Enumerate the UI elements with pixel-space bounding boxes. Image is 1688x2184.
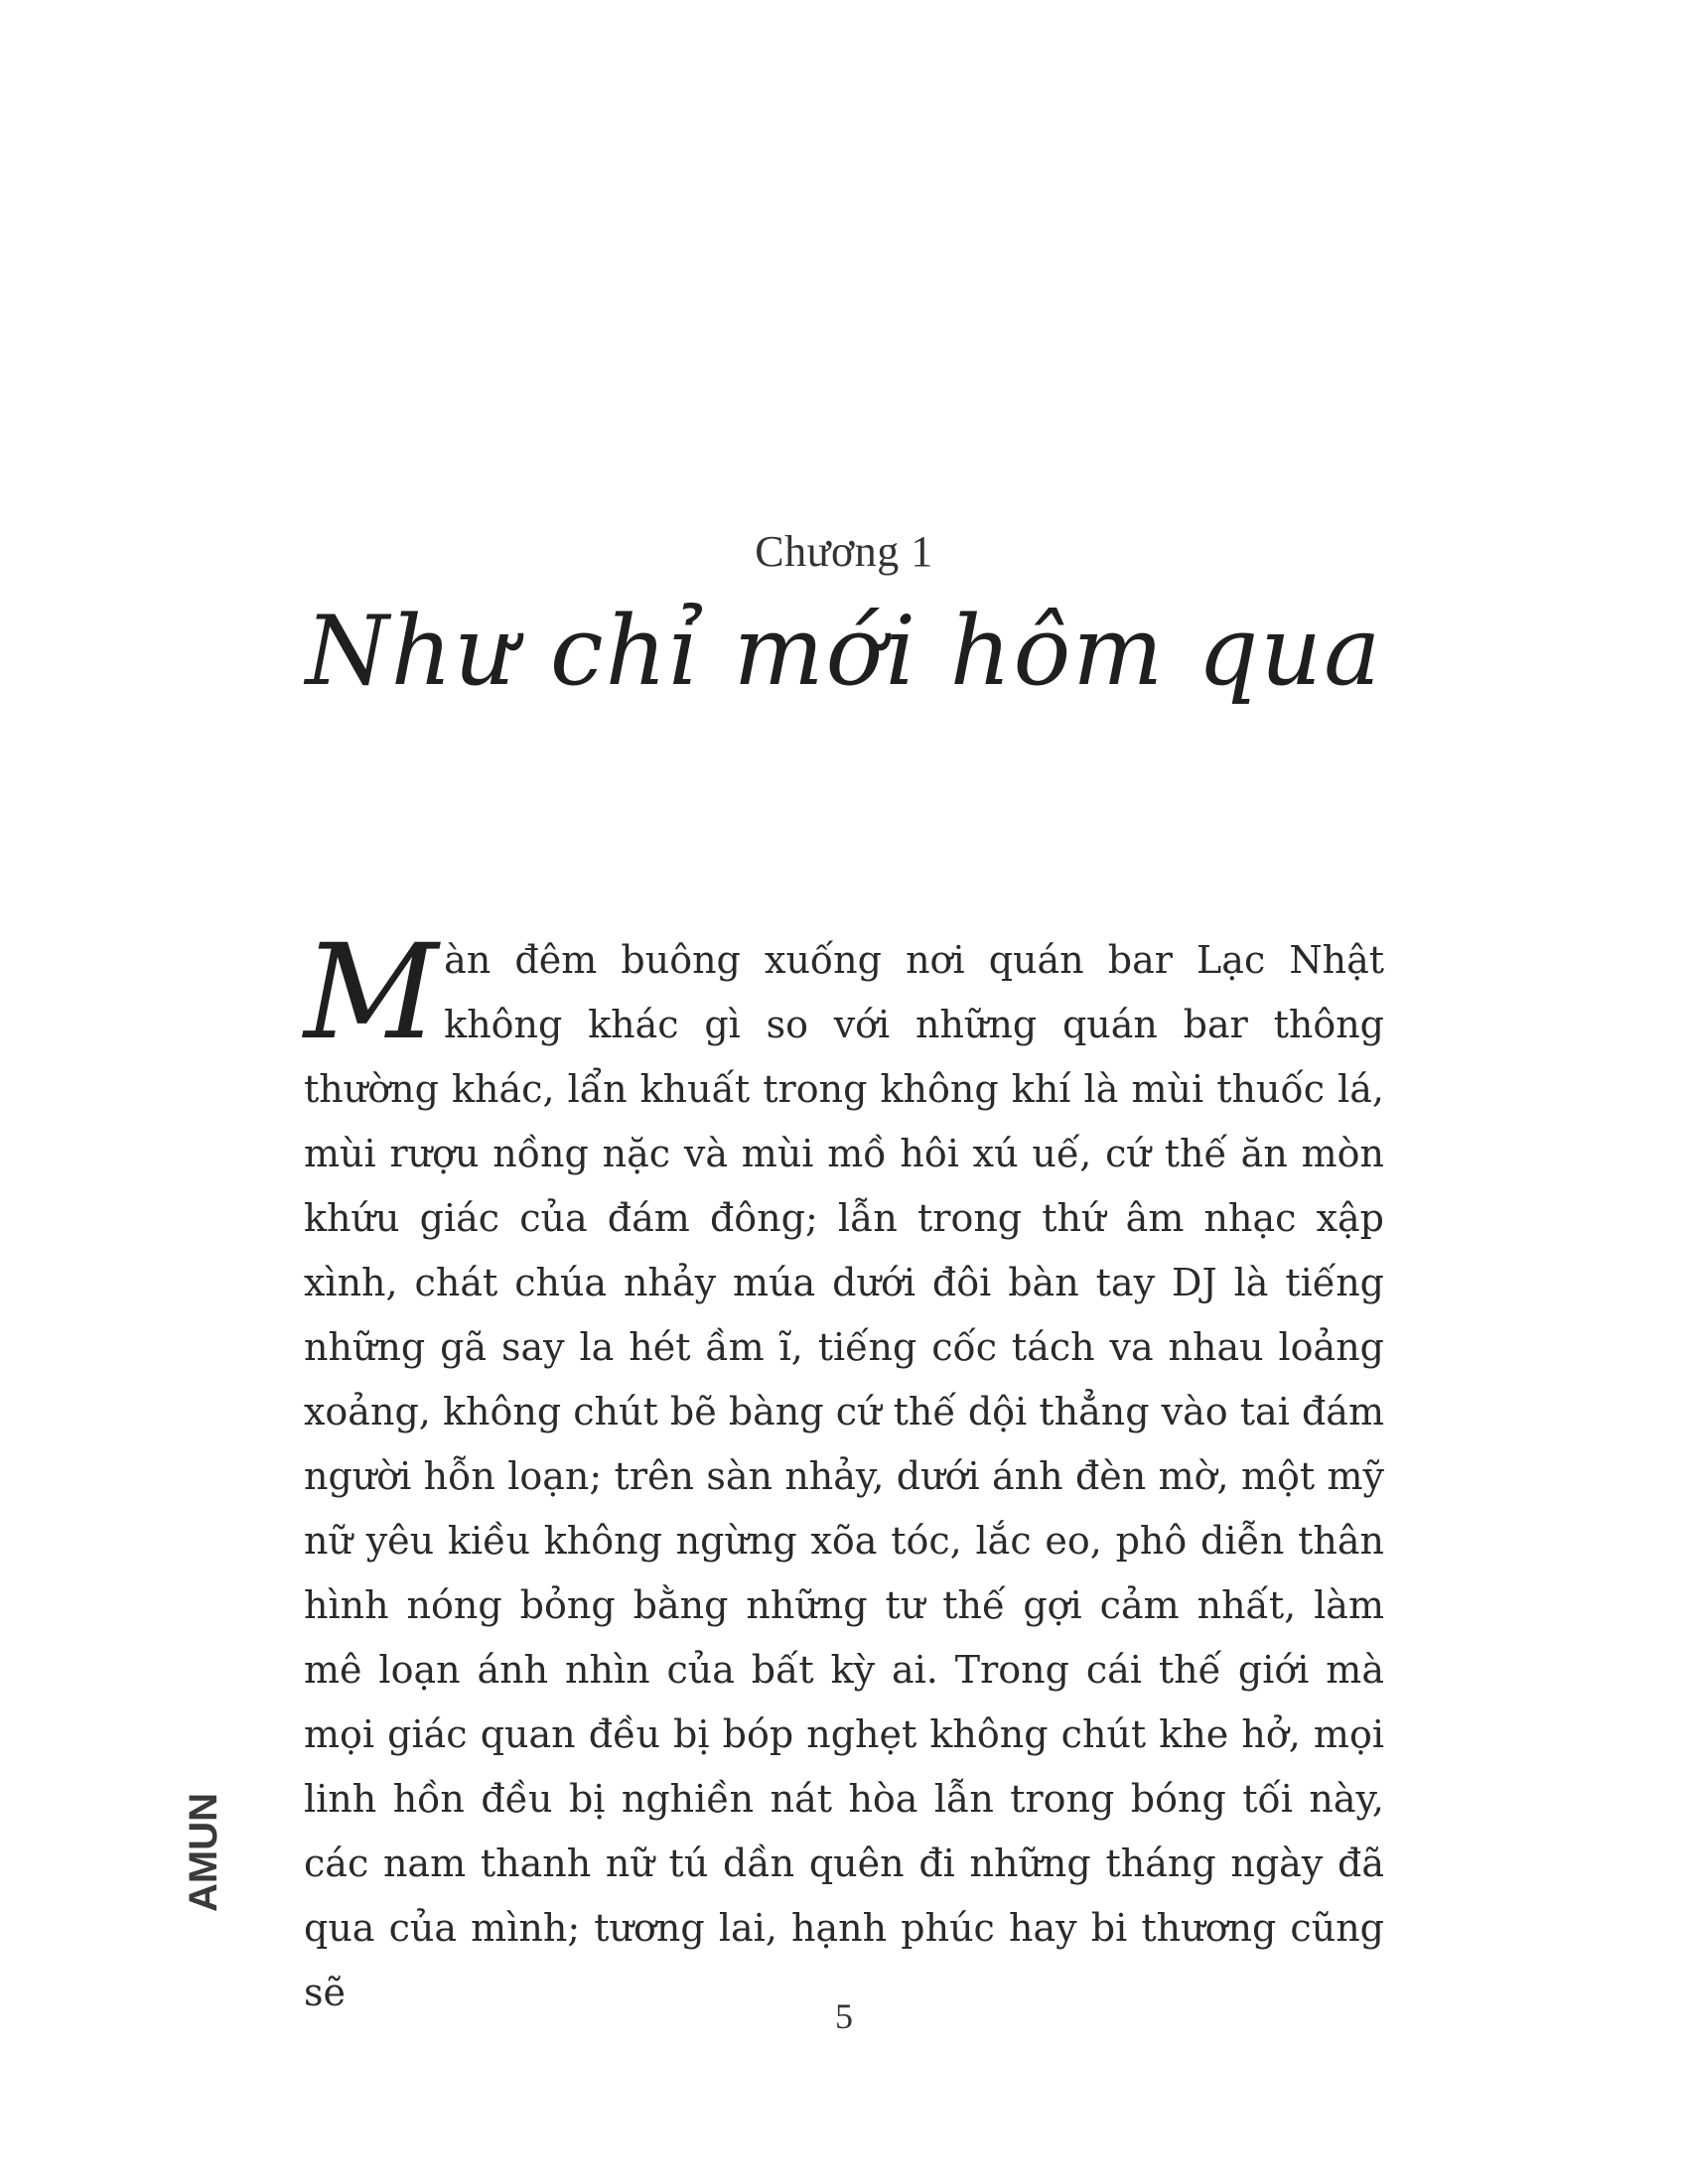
page-number: 5 (835, 1996, 853, 2036)
drop-cap-letter: M (304, 916, 439, 1069)
chapter-body-paragraph (304, 916, 1384, 2014)
publisher-logo-text: AMUN (182, 1793, 225, 1912)
publisher-logo-icon (159, 1793, 238, 1914)
chapter-label: Chương 1 (755, 527, 933, 576)
body-text: àn đêm buông xuống nơi quán bar Lạc Nhật không khác gì so với những quán bar thông thường khác, lẩn khuất trong không khí là mùi thuốc lá, mùi rượu nồng nặc và mùi mồ hôi xú uế, cứ thế ăn mòn khứu giác của đám đông; lẫn trong thứ âm nhạc xập xình, chát chúa nhảy múa dưới đôi bàn tay DJ là tiếng những gã say la hét ầm ĩ, tiếng cốc tách va nhau loảng xoảng, không chút bẽ bàng cứ thế dội thẳng vào tai đám người hỗn loạn; trên sàn nhảy, dưới ánh đèn mờ, một mỹ nữ yêu kiều không ngừng xõa tóc, lắc eo, phô diễn thân hình nóng bỏng bằng những tư thế gợi cảm nhất, làm mê loạn ánh nhìn của bất kỳ ai. Trong cái thế giới mà mọi giác quan đều bị bóp nghẹt không chút khe hở, mọi linh hồn đều bị nghiền nát hòa lẫn trong bóng tối này, các nam thanh nữ tú dần quên đi những tháng ngày đã qua của mình; tương lai, hạnh phúc hay bi thương cũng sẽ (304, 938, 1384, 2014)
chapter-title: Như chỉ mới hôm qua (305, 596, 1383, 707)
